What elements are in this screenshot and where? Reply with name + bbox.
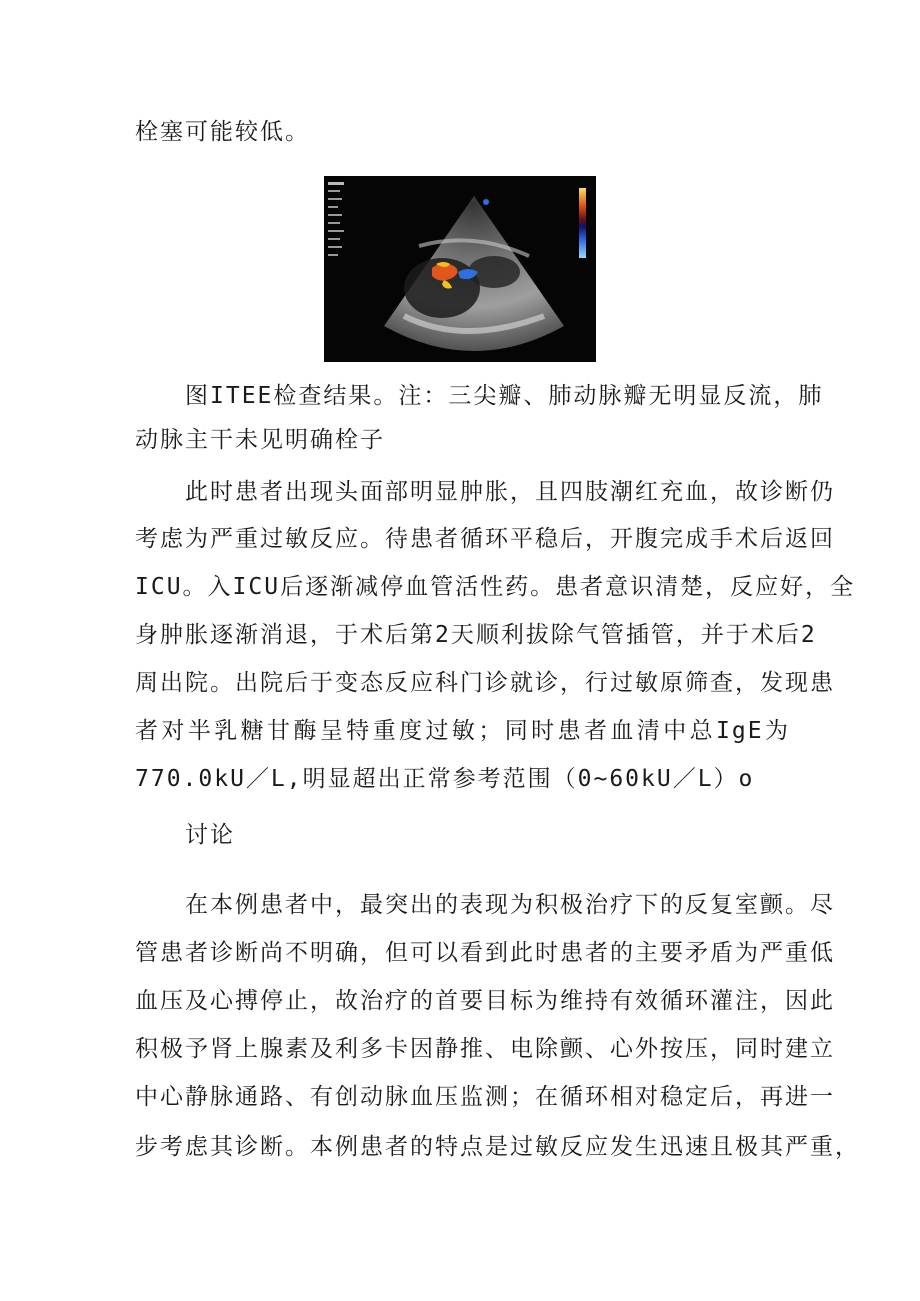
tee-ultrasound-figure: [324, 176, 596, 362]
paragraph-1-line-1: 此时患者出现头面部明显肿胀，且四肢潮红充血，故诊断仍: [185, 479, 835, 505]
figure-caption-line-1: 图ITEE检查结果。注：三尖瓣、肺动脉瓣无明显反流，肺: [185, 383, 824, 409]
paragraph-2-line-1: 在本例患者中，最突出的表现为积极治疗下的反复室颤。尽: [185, 892, 835, 918]
paragraph-2-line-4: 积极予肾上腺素及利多卡因静推、电除颤、心外按压，同时建立: [135, 1036, 835, 1062]
paragraph-1-line-4: 身肿胀逐渐消退，于术后第2天顺利拔除气管插管，并于术后2: [135, 622, 817, 648]
figure-caption-line-2: 动脉主干未见明确栓子: [135, 427, 385, 453]
paragraph-2-line-6: 步考虑其诊断。本例患者的特点是过敏反应发生迅速且极其严重，: [135, 1134, 860, 1160]
paragraph-2-line-2: 管患者诊断尚不明确，但可以看到此时患者的主要矛盾为严重低: [135, 940, 835, 966]
intro-tail-line: 栓塞可能较低。: [135, 119, 310, 145]
paragraph-1-line-6: 者对半乳糖甘酶呈特重度过敏；同时患者血清中总IgE为: [135, 718, 790, 744]
paragraph-1-line-5: 周出院。出院后于变态反应科门诊就诊，行过敏原筛查，发现患: [135, 670, 835, 696]
paragraph-2-line-5: 中心静脉通路、有创动脉血压监测；在循环相对稳定后，再进一: [135, 1084, 835, 1110]
paragraph-1-line-2: 考虑为严重过敏反应。待患者循环平稳后，开腹完成手术后返回: [135, 526, 835, 552]
ultrasound-image-icon: [324, 176, 596, 362]
paragraph-1-line-7: 770.0kU／L,明显超出正常参考范围（0~60kU／L）o: [135, 766, 755, 792]
section-heading-discussion: 讨论: [185, 822, 235, 848]
paragraph-2-line-3: 血压及心搏停止，故治疗的首要目标为维持有效循环灌注，因此: [135, 988, 835, 1014]
paragraph-1-line-3: ICU。入ICU后逐渐减停血管活性药。患者意识清楚，反应好，全: [135, 574, 856, 600]
